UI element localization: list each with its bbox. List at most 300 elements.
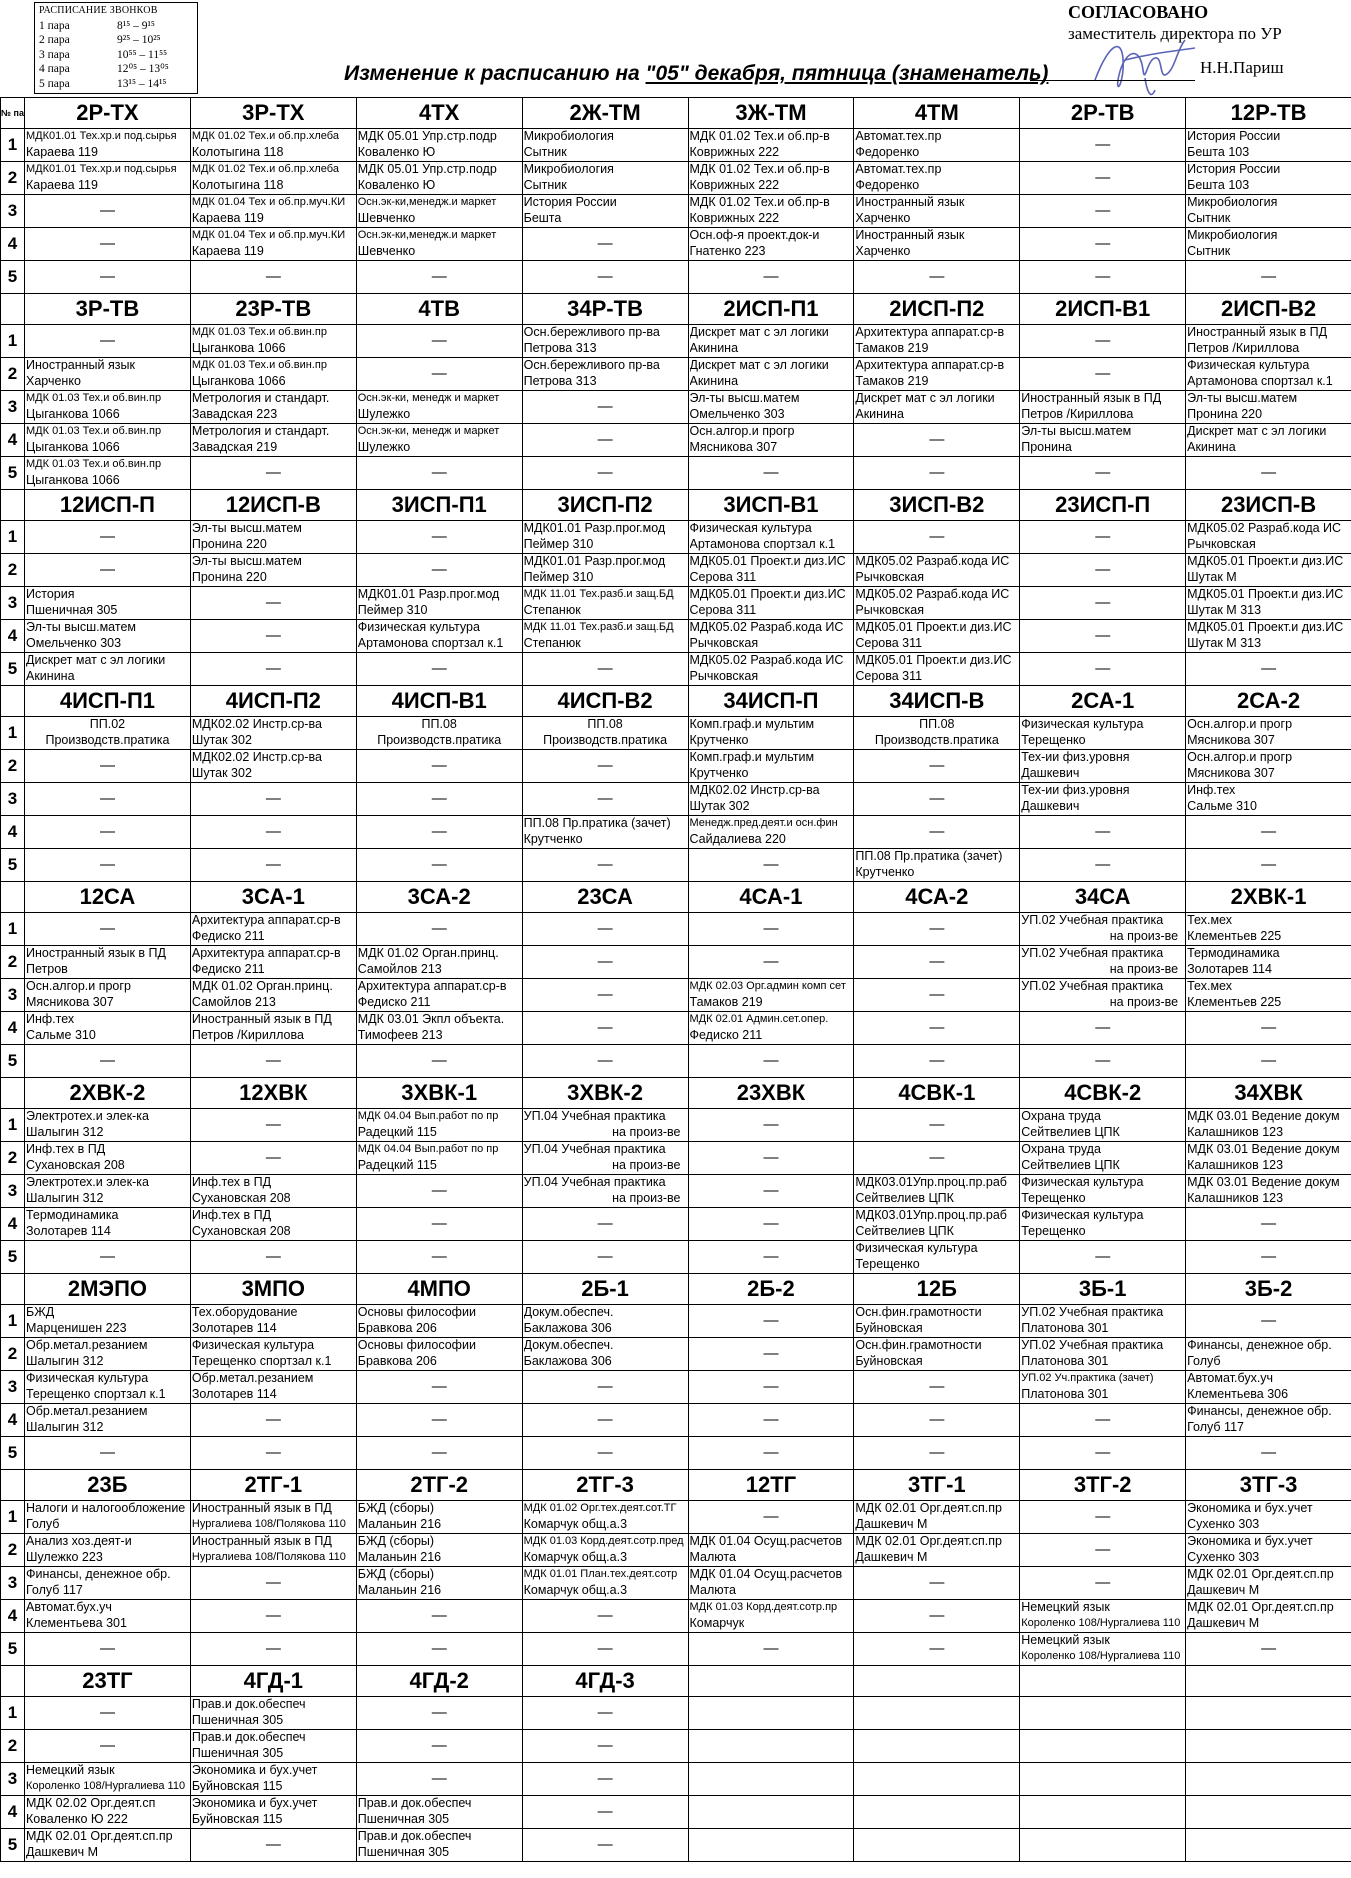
schedule-cell bbox=[688, 1534, 854, 1567]
empty-dash: — bbox=[265, 790, 281, 808]
schedule-cell bbox=[25, 1338, 191, 1371]
schedule-cell bbox=[356, 1109, 522, 1142]
group-name: 3Б-1 bbox=[1020, 1274, 1186, 1305]
teacher-room-text: Акинина bbox=[689, 340, 739, 355]
schedule-cell bbox=[1020, 783, 1186, 816]
schedule-cell bbox=[854, 325, 1020, 358]
group-name: 3СА-1 bbox=[190, 882, 356, 913]
period-row bbox=[1, 1305, 1351, 1338]
subject-text: Осн.эк-ки, менедж и маркет bbox=[357, 392, 500, 404]
schedule-cell bbox=[25, 1371, 191, 1404]
schedule-cell bbox=[1186, 228, 1351, 261]
subject-text: УП.02 Учебная практика bbox=[1021, 946, 1164, 960]
period-number: 4 bbox=[1, 1600, 25, 1633]
schedule-cell bbox=[190, 1829, 356, 1862]
schedule-cell bbox=[854, 1633, 1020, 1666]
bell-period: 5 пара bbox=[39, 77, 70, 90]
schedule-cell bbox=[688, 1501, 854, 1534]
period-number: 4 bbox=[1, 228, 25, 261]
empty-dash: — bbox=[431, 1215, 447, 1233]
subject-text: Финансы, денежное обр. bbox=[26, 1567, 171, 1581]
period-number: 1 bbox=[1, 913, 25, 946]
period-row bbox=[1, 129, 1351, 162]
period-number: 4 bbox=[1, 1012, 25, 1045]
schedule-cell bbox=[1186, 1697, 1351, 1730]
group-name: 4МПО bbox=[356, 1274, 522, 1305]
bell-time: 9²⁵ – 10²⁵ bbox=[117, 34, 161, 46]
schedule-cell bbox=[1020, 1142, 1186, 1175]
schedule-cell bbox=[356, 261, 522, 294]
subject-text: МДК 01.03 Корд.деят.сотр.пред bbox=[523, 1535, 684, 1547]
teacher-room-text: Сайдалиева 220 bbox=[689, 831, 786, 846]
group-name: 2ИСП-В2 bbox=[1186, 294, 1351, 325]
schedule-cell bbox=[190, 620, 356, 653]
empty-dash: — bbox=[597, 1640, 613, 1658]
schedule-cell bbox=[1020, 1633, 1186, 1666]
schedule-cell bbox=[1186, 1045, 1351, 1078]
group-name: 4СВК-1 bbox=[854, 1078, 1020, 1109]
group-name: 12Б bbox=[854, 1274, 1020, 1305]
schedule-cell bbox=[190, 1567, 356, 1600]
teacher-room-text: Сытник bbox=[523, 177, 567, 192]
subject-text: БЖД (сборы) bbox=[357, 1567, 435, 1581]
subject-text: Автомат.тех.пр bbox=[855, 129, 942, 143]
teacher-room-text: Мясникова 307 bbox=[689, 439, 778, 454]
group-name: 2ТГ-2 bbox=[356, 1470, 522, 1501]
empty-dash: — bbox=[99, 856, 115, 874]
schedule-cell bbox=[854, 1109, 1020, 1142]
schedule-cell bbox=[854, 1012, 1020, 1045]
schedule-cell bbox=[1020, 1829, 1186, 1862]
teacher-room-text: Караева 119 bbox=[191, 243, 264, 258]
subject-text: МДК05.02 Разраб.кода ИС bbox=[855, 587, 1010, 601]
empty-dash: — bbox=[1095, 136, 1111, 154]
schedule-cell bbox=[356, 1567, 522, 1600]
group-name: 2Ж-ТМ bbox=[522, 98, 688, 129]
empty-dash: — bbox=[929, 1019, 945, 1037]
period-number-header-blank bbox=[1, 686, 25, 717]
schedule-cell bbox=[1186, 521, 1351, 554]
subject-text: Осн.алгор.и прогр bbox=[1187, 750, 1293, 764]
period-row bbox=[1, 1338, 1351, 1371]
subject-text: Архитектура аппарат.ср-в bbox=[855, 358, 1005, 372]
subject-text: Анализ хоз.деят-и bbox=[26, 1534, 132, 1548]
period-number: 1 bbox=[1, 521, 25, 554]
group-name: 3ХВК-2 bbox=[522, 1078, 688, 1109]
empty-dash: — bbox=[265, 1116, 281, 1134]
group-name: 3СА-2 bbox=[356, 882, 522, 913]
empty-dash: — bbox=[929, 1607, 945, 1625]
teacher-room-text: Петров /Кириллова bbox=[191, 1027, 304, 1042]
schedule-cell bbox=[25, 1109, 191, 1142]
group-name: 3Ж-ТМ bbox=[688, 98, 854, 129]
teacher-room-text: Петров /Кириллова bbox=[1187, 340, 1300, 355]
schedule-cell bbox=[1020, 1109, 1186, 1142]
schedule-cell bbox=[356, 1501, 522, 1534]
schedule-cell bbox=[1020, 391, 1186, 424]
schedule-cell bbox=[854, 1763, 1020, 1796]
subject-text: Иностранный язык bbox=[855, 228, 965, 242]
schedule-cell bbox=[688, 1730, 854, 1763]
schedule-cell bbox=[522, 1501, 688, 1534]
teacher-room-text: Гнатенко 223 bbox=[689, 243, 766, 258]
subject-text: Дискрет мат с эл логики bbox=[855, 391, 995, 405]
subject-text: МДК01.01 Разр.прог.мод bbox=[523, 521, 666, 535]
group-header-row bbox=[1, 1470, 1351, 1501]
schedule-cell bbox=[1020, 1371, 1186, 1404]
period-number: 4 bbox=[1, 1404, 25, 1437]
group-name: 4СА-2 bbox=[854, 882, 1020, 913]
period-number: 5 bbox=[1, 1829, 25, 1862]
group-name: 4ГД-1 bbox=[190, 1666, 356, 1697]
schedule-cell bbox=[854, 1730, 1020, 1763]
period-row bbox=[1, 979, 1351, 1012]
schedule-cell bbox=[854, 1142, 1020, 1175]
subject-text: Иностранный язык в ПД bbox=[1021, 391, 1162, 405]
group-name: 34ХВК bbox=[1186, 1078, 1351, 1109]
schedule-cell bbox=[190, 783, 356, 816]
period-number: 1 bbox=[1, 129, 25, 162]
schedule-cell bbox=[522, 1404, 688, 1437]
schedule-cell bbox=[688, 1175, 854, 1208]
subject-text: МДК05.02 Разраб.кода ИС bbox=[689, 653, 844, 667]
period-number: 2 bbox=[1, 1338, 25, 1371]
teacher-room-text: Шулежко bbox=[357, 406, 411, 421]
period-number: 3 bbox=[1, 1371, 25, 1404]
subject-text: ПП.08 Пр.пратика (зачет) bbox=[855, 849, 1003, 863]
subject-text: Обр.метал.резанием bbox=[26, 1338, 148, 1352]
teacher-room-text: Пронина bbox=[1021, 439, 1072, 454]
teacher-room-text: Сухановская 208 bbox=[191, 1190, 291, 1205]
schedule-cell bbox=[522, 1534, 688, 1567]
schedule-cell bbox=[356, 587, 522, 620]
schedule-cell bbox=[688, 457, 854, 490]
subject-text: МДК02.02 Инстр.ср-ва bbox=[191, 717, 322, 731]
teacher-room-text: Петрова 313 bbox=[523, 340, 597, 355]
schedule-cell bbox=[854, 1796, 1020, 1829]
group-header-row bbox=[1, 1666, 1351, 1697]
empty-dash: — bbox=[1261, 1215, 1277, 1233]
subject-text: Инф.тех bbox=[26, 1012, 75, 1026]
teacher-room-text: Караева 119 bbox=[26, 144, 98, 159]
teacher-room-text: Артамонова спортзал к.1 bbox=[689, 536, 836, 551]
period-number: 2 bbox=[1, 358, 25, 391]
schedule-cell bbox=[688, 816, 854, 849]
teacher-room-text: Сухенко 303 bbox=[1187, 1516, 1260, 1531]
period-row bbox=[1, 325, 1351, 358]
subject-text: МДК03.01Упр.проц.пр.раб bbox=[855, 1175, 1007, 1189]
empty-dash: — bbox=[597, 986, 613, 1004]
schedule-cell bbox=[190, 1012, 356, 1045]
empty-dash: — bbox=[929, 1378, 945, 1396]
schedule-cell bbox=[1186, 1142, 1351, 1175]
group-name: 23ИСП-В bbox=[1186, 490, 1351, 521]
subject-text: МДК 01.02 Орг.тех.деят.сот.ТГ bbox=[523, 1502, 677, 1514]
subject-text: Прав.и док.обеспеч bbox=[357, 1796, 472, 1810]
subject-text: МДК 01.02 Орган.принц. bbox=[191, 979, 333, 993]
schedule-cell bbox=[190, 979, 356, 1012]
teacher-room-text: Коврижных 222 bbox=[689, 144, 780, 159]
schedule-cell bbox=[1186, 1534, 1351, 1567]
schedule-cell bbox=[356, 653, 522, 686]
teacher-room-text: Коваленко Ю bbox=[357, 177, 436, 192]
subject-text: История России bbox=[1187, 162, 1281, 176]
period-row bbox=[1, 521, 1351, 554]
group-name: 4ТВ bbox=[356, 294, 522, 325]
schedule-cell bbox=[25, 1305, 191, 1338]
group-name: 2ИСП-П1 bbox=[688, 294, 854, 325]
schedule-cell bbox=[688, 750, 854, 783]
teacher-room-text: Цыганкова 1066 bbox=[26, 439, 120, 454]
schedule-cell bbox=[25, 913, 191, 946]
schedule-cell bbox=[854, 979, 1020, 1012]
schedule-cell bbox=[1020, 195, 1186, 228]
teacher-room-text: Цыганкова 1066 bbox=[26, 406, 120, 421]
schedule-cell bbox=[356, 358, 522, 391]
schedule-cell bbox=[25, 1534, 191, 1567]
period-number-header-blank bbox=[1, 490, 25, 521]
schedule-cell bbox=[522, 979, 688, 1012]
subject-text: Микробиология bbox=[1187, 195, 1278, 209]
empty-dash: — bbox=[929, 1574, 945, 1592]
schedule-cell bbox=[1186, 1305, 1351, 1338]
subject-text: Экономика и бух.учет bbox=[1187, 1534, 1313, 1548]
empty-dash: — bbox=[431, 1378, 447, 1396]
group-name: 12ТГ bbox=[688, 1470, 854, 1501]
group-name: 3ТГ-2 bbox=[1020, 1470, 1186, 1501]
subject-text: МДК05.01 Проект.и диз.ИС bbox=[1187, 587, 1344, 601]
empty-dash: — bbox=[431, 1704, 447, 1722]
teacher-room-text: Серова 311 bbox=[689, 602, 757, 617]
period-row bbox=[1, 1796, 1351, 1829]
schedule-cell bbox=[1186, 587, 1351, 620]
schedule-cell bbox=[190, 1045, 356, 1078]
period-row bbox=[1, 946, 1351, 979]
teacher-room-text: Харченко bbox=[855, 210, 911, 225]
schedule-cell bbox=[1020, 1404, 1186, 1437]
teacher-room-text: Платонова 301 bbox=[1021, 1353, 1109, 1368]
teacher-room-text: Сейтвелиев ЦПК bbox=[855, 1223, 954, 1238]
schedule-cell bbox=[190, 195, 356, 228]
schedule-cell bbox=[190, 1241, 356, 1274]
schedule-cell bbox=[1020, 587, 1186, 620]
bell-schedule-heading: РАСПИСАНИЕ ЗВОНКОВ bbox=[39, 5, 158, 16]
schedule-cell bbox=[522, 849, 688, 882]
subject-text: Комп.граф.и мультим bbox=[689, 717, 815, 731]
teacher-room-text: Федиско 211 bbox=[357, 994, 431, 1009]
schedule-cell bbox=[1186, 261, 1351, 294]
schedule-cell bbox=[522, 816, 688, 849]
group-name: 4СА-1 bbox=[688, 882, 854, 913]
schedule-cell bbox=[356, 1208, 522, 1241]
empty-dash: — bbox=[597, 856, 613, 874]
empty-dash: — bbox=[597, 1444, 613, 1462]
teacher-room-text: Шутак М 313 bbox=[1187, 635, 1262, 650]
schedule-cell bbox=[190, 424, 356, 457]
schedule-cell bbox=[1186, 913, 1351, 946]
teacher-room-text: на произ-ве bbox=[1109, 961, 1179, 976]
teacher-room-text: Коврижных 222 bbox=[689, 177, 780, 192]
schedule-cell bbox=[522, 1829, 688, 1862]
empty-dash: — bbox=[1095, 332, 1111, 350]
subject-text: Архитектура аппарат.ср-в bbox=[855, 325, 1005, 339]
schedule-cell bbox=[356, 457, 522, 490]
schedule-cell bbox=[190, 750, 356, 783]
schedule-cell bbox=[25, 1501, 191, 1534]
subject-text: БЖД (сборы) bbox=[357, 1534, 435, 1548]
period-row bbox=[1, 1142, 1351, 1175]
teacher-room-text: Самойлов 213 bbox=[357, 961, 442, 976]
schedule-cell bbox=[688, 228, 854, 261]
approval-signer: Н.Н.Париш bbox=[1200, 58, 1284, 77]
empty-dash: — bbox=[597, 431, 613, 449]
schedule-cell bbox=[522, 750, 688, 783]
teacher-room-text: Федиско 211 bbox=[689, 1027, 763, 1042]
empty-dash: — bbox=[597, 1411, 613, 1429]
schedule-cell bbox=[1186, 391, 1351, 424]
group-name: 4ГД-2 bbox=[356, 1666, 522, 1697]
schedule-cell bbox=[190, 1142, 356, 1175]
empty-dash: — bbox=[265, 1248, 281, 1266]
schedule-cell bbox=[356, 1829, 522, 1862]
empty-dash: — bbox=[1095, 1411, 1111, 1429]
schedule-cell bbox=[688, 1338, 854, 1371]
schedule-cell bbox=[1186, 783, 1351, 816]
schedule-cell bbox=[190, 261, 356, 294]
teacher-room-text: Дашкевич М bbox=[1187, 1615, 1260, 1630]
teacher-room-text: Бравкова 206 bbox=[357, 1353, 437, 1368]
empty-dash: — bbox=[763, 1444, 779, 1462]
teacher-room-text: Коврижных 222 bbox=[689, 210, 780, 225]
subject-text: Архитектура аппарат.ср-в bbox=[191, 946, 341, 960]
schedule-cell bbox=[25, 1045, 191, 1078]
group-name: 3Б-2 bbox=[1186, 1274, 1351, 1305]
empty-dash: — bbox=[431, 856, 447, 874]
teacher-room-text: Бравкова 206 bbox=[357, 1320, 437, 1335]
schedule-cell bbox=[25, 946, 191, 979]
empty-dash: — bbox=[929, 1052, 945, 1070]
schedule-cell bbox=[1186, 325, 1351, 358]
subject-text: Инф.тех в ПД bbox=[191, 1208, 272, 1222]
subject-text: ПП.02 bbox=[89, 717, 126, 731]
schedule-cell bbox=[25, 358, 191, 391]
schedule-cell bbox=[190, 325, 356, 358]
teacher-room-text: Малюта bbox=[689, 1582, 736, 1597]
empty-dash: — bbox=[597, 1019, 613, 1037]
subject-text: Иностранный язык в ПД bbox=[191, 1501, 332, 1515]
schedule-cell bbox=[1020, 750, 1186, 783]
group-header-row bbox=[1, 490, 1351, 521]
teacher-room-text: Радецкий 115 bbox=[357, 1124, 437, 1139]
schedule-cell bbox=[522, 1600, 688, 1633]
schedule-cell bbox=[1186, 424, 1351, 457]
schedule-cell bbox=[1186, 129, 1351, 162]
schedule-cell bbox=[522, 521, 688, 554]
schedule-cell bbox=[522, 1633, 688, 1666]
teacher-room-text: на произ-ве bbox=[612, 1124, 681, 1139]
schedule-cell bbox=[25, 1241, 191, 1274]
subject-text: МДК 01.03 Тех.и об.вин.пр bbox=[26, 392, 162, 404]
schedule-cell bbox=[1020, 1175, 1186, 1208]
schedule-cell bbox=[688, 1208, 854, 1241]
teacher-room-text: Пшеничная 305 bbox=[26, 602, 118, 617]
subject-text: Физическая культура bbox=[1187, 358, 1310, 372]
bell-time: 13¹⁵ – 14¹⁵ bbox=[117, 77, 167, 90]
subject-text: Осн.бережливого пр-ва bbox=[523, 358, 660, 372]
empty-dash: — bbox=[929, 431, 945, 449]
group-name: 3ИСП-В2 bbox=[854, 490, 1020, 521]
schedule-cell bbox=[25, 620, 191, 653]
schedule-cell bbox=[25, 717, 191, 750]
schedule-cell bbox=[688, 653, 854, 686]
bell-period: 3 пара bbox=[39, 48, 70, 61]
empty-dash: — bbox=[265, 1640, 281, 1658]
subject-text: Осн.эк-ки, менедж и маркет bbox=[357, 425, 500, 437]
schedule-cell bbox=[1020, 717, 1186, 750]
schedule-cell bbox=[190, 849, 356, 882]
schedule-cell bbox=[25, 816, 191, 849]
schedule-cell bbox=[1186, 554, 1351, 587]
schedule-cell bbox=[688, 1404, 854, 1437]
schedule-cell bbox=[356, 1437, 522, 1470]
schedule-cell bbox=[1020, 554, 1186, 587]
schedule-cell bbox=[854, 783, 1020, 816]
empty-dash: — bbox=[597, 757, 613, 775]
period-row bbox=[1, 717, 1351, 750]
subject-text: МДК 03.01 Экпл объекта. bbox=[357, 1012, 505, 1026]
schedule-cell bbox=[854, 1241, 1020, 1274]
schedule-cell bbox=[854, 1600, 1020, 1633]
subject-text: Основы философии bbox=[357, 1338, 476, 1352]
empty-dash: — bbox=[597, 1836, 613, 1854]
schedule-cell bbox=[356, 946, 522, 979]
empty-dash: — bbox=[597, 953, 613, 971]
subject-text: МДК 11.01 Тех.разб.и защ.БД bbox=[523, 621, 674, 633]
teacher-room-text: Рычковская bbox=[689, 668, 759, 683]
schedule-cell bbox=[190, 1600, 356, 1633]
teacher-room-text: Терещенко bbox=[1021, 1223, 1086, 1238]
subject-text: УП.04 Учебная практика bbox=[523, 1142, 666, 1156]
bell-row bbox=[39, 33, 193, 48]
empty-dash: — bbox=[431, 757, 447, 775]
teacher-room-text: Федиско 211 bbox=[191, 961, 265, 976]
schedule-cell bbox=[190, 1109, 356, 1142]
empty-dash: — bbox=[265, 1149, 281, 1167]
teacher-room-text: Шевченко bbox=[357, 210, 416, 225]
schedule-cell bbox=[688, 913, 854, 946]
signature-mark bbox=[1085, 30, 1205, 102]
schedule-cell bbox=[522, 228, 688, 261]
group-header-row bbox=[1, 98, 1351, 129]
empty-dash: — bbox=[99, 235, 115, 253]
subject-text: УП.02 Учебная практика bbox=[1021, 913, 1164, 927]
empty-dash: — bbox=[265, 594, 281, 612]
subject-text: МДК 02.01 Орг.деят.сп.пр bbox=[1187, 1567, 1334, 1581]
subject-text: Архитектура аппарат.ср-в bbox=[191, 913, 341, 927]
schedule-cell bbox=[356, 913, 522, 946]
subject-text: БЖД (сборы) bbox=[357, 1501, 435, 1515]
group-name: 4ИСП-В1 bbox=[356, 686, 522, 717]
empty-dash: — bbox=[265, 268, 281, 286]
schedule-cell bbox=[1186, 1763, 1351, 1796]
schedule-cell bbox=[522, 1142, 688, 1175]
teacher-room-text: Терещенко спортзал к.1 bbox=[191, 1353, 332, 1368]
empty-dash: — bbox=[431, 1770, 447, 1788]
subject-text: Эл-ты высш.матем bbox=[191, 554, 302, 568]
subject-text: Термодинамика bbox=[26, 1208, 119, 1222]
schedule-cell bbox=[1186, 1404, 1351, 1437]
schedule-cell bbox=[356, 1534, 522, 1567]
